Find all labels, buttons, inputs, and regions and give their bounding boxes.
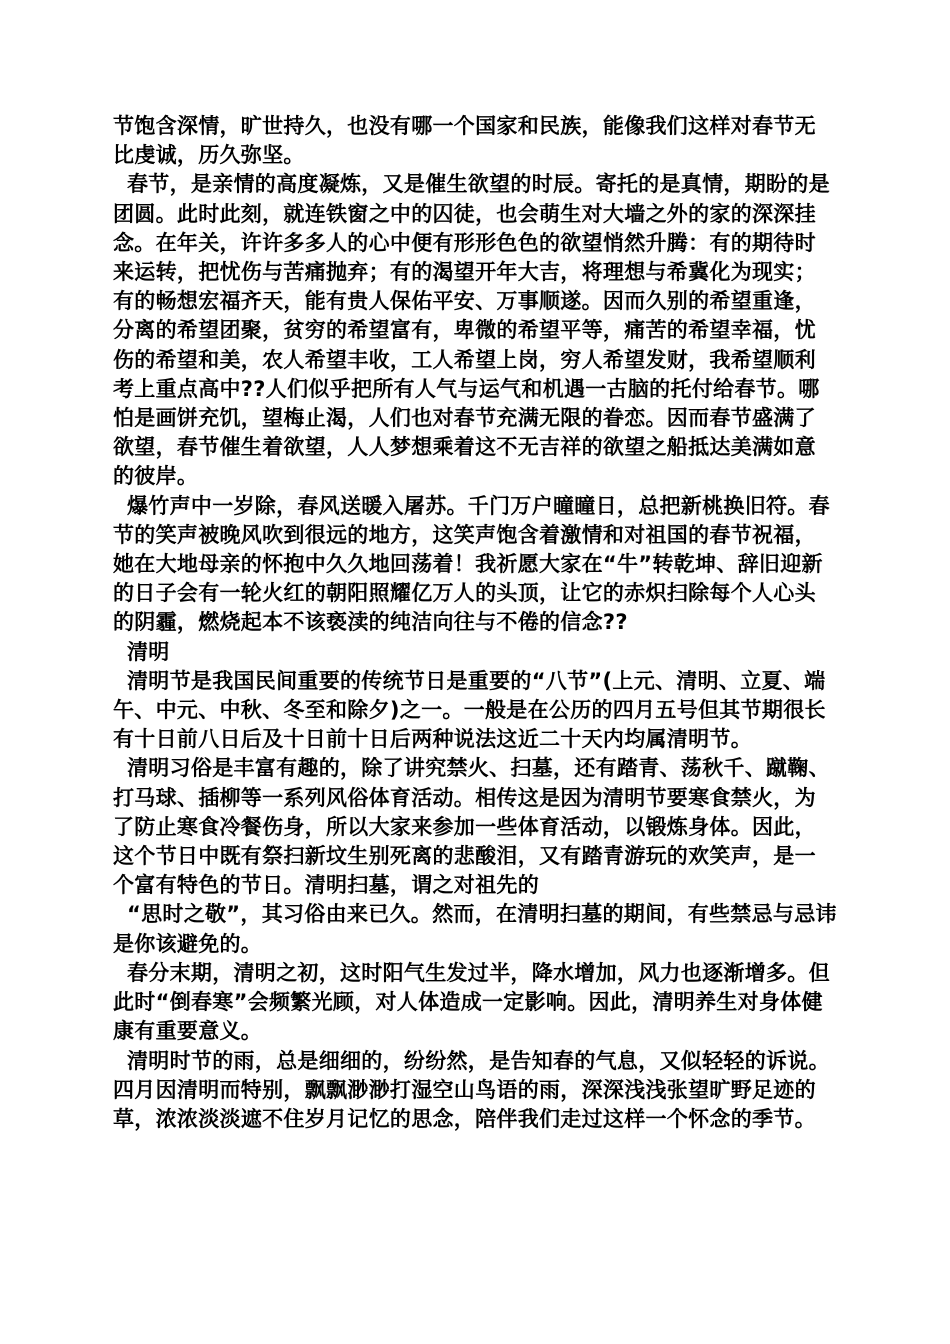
paragraph-qingming-rain: 清明时节的雨，总是细细的，纷纷然，是告知春的气息，又似轻轻的诉说。四月因清明而特别，飘飘渺渺打湿空山鸟语的雨，深深浅浅张望旷野足迹的草，浓浓淡淡遮不住岁月记忆的思念，陪伴我们走过这样一个怀念的季节。 (113, 1048, 830, 1131)
section-heading-qingming: 清明 (127, 639, 170, 664)
paragraph-firecrackers: 爆竹声中一岁除，春风送暖入屠苏。千门万户曈曈日，总把新桃换旧符。春节的笑声被晚风吹到很远的地方，这笑声饱含着激情和对祖国的春节祝福，她在大地母亲的怀抱中久久地回荡着！我祈愿大家在“牛”转乾坤、辞旧迎新的日子会有一轮火红的朝阳照耀亿万人的头顶，让它的赤炽扫除每个人心头的阴霾，燃烧起本不该亵渎的纯洁向往与不倦的信念?? (113, 493, 830, 635)
paragraph-qingming-intro: 清明节是我国民间重要的传统节日是重要的“八节”(上元、清明、立夏、端午、中元、中秋、冬至和除夕)之一。一般是在公历的四月五号但其节期很长有十日前八日后及十日前十日后两种说法这近二十天内均属清明节。 (113, 668, 826, 752)
document-page (113, 112, 837, 1134)
paragraph-qingming-taboos: “思时之敬”，其习俗由来已久。然而，在清明扫墓的期间，有些禁忌与忌讳是你该避免的。 (113, 902, 837, 956)
paragraph-qingming-customs: 清明习俗是丰富有趣的，除了讲究禁火、扫墓，还有踏青、荡秋千、蹴鞠、打马球、插柳等一系列风俗体育活动。相传这是因为清明节要寒食禁火，为了防止寒食冷餐伤身，所以大家来参加一些体育活动，以锻炼身体。因此，这个节日中既有祭扫新坟生别死离的悲酸泪，又有踏青游玩的欢笑声，是一个富有特色的节日。清明扫墓，谓之对祖先的 (113, 756, 830, 898)
paragraph-qingming-health: 春分末期，清明之初，这时阳气生发过半，降水增加，风力也逐渐增多。但此时“倒春寒”会频繁光顾，对人体造成一定影响。因此，清明养生对身体健康有重要意义。 (113, 960, 830, 1044)
paragraph-spring-festival-wishes: 春节，是亲情的高度凝炼，又是催生欲望的时辰。寄托的是真情，期盼的是团圆。此时此刻，就连铁窗之中的囚徒，也会萌生对大墙之外的家的深深挂念。在年关，许许多多人的心中便有形形色色的欲望悄然升腾：有的期待时来运转，把忧伤与苦痛抛弃；有的渴望开年大吉，将理想与希冀化为现实；有的畅想宏福齐天，能有贵人保佑平安、万事顺遂。因而久别的希望重逢，分离的希望团聚，贫穷的希望富有，卑微的希望平等，痛苦的希望幸福，忧伤的希望和美，农人希望丰收，工人希望上岗，穷人希望发财，我希望顺利考上重点高中??人们似乎把所有人气与运气和机遇一古脑的托付给春节。哪怕是画饼充饥，望梅止渴，人们也对春节充满无限的眷恋。因而春节盛满了欲望，春节催生着欲望，人人梦想乘着这不无吉祥的欲望之船抵达美满如意的彼岸。 (113, 172, 830, 489)
paragraph-spring-festival-intro: 节饱含深情，旷世持久，也没有哪一个国家和民族，能像我们这样对春节无比虔诚，历久弥坚。 (113, 114, 816, 168)
